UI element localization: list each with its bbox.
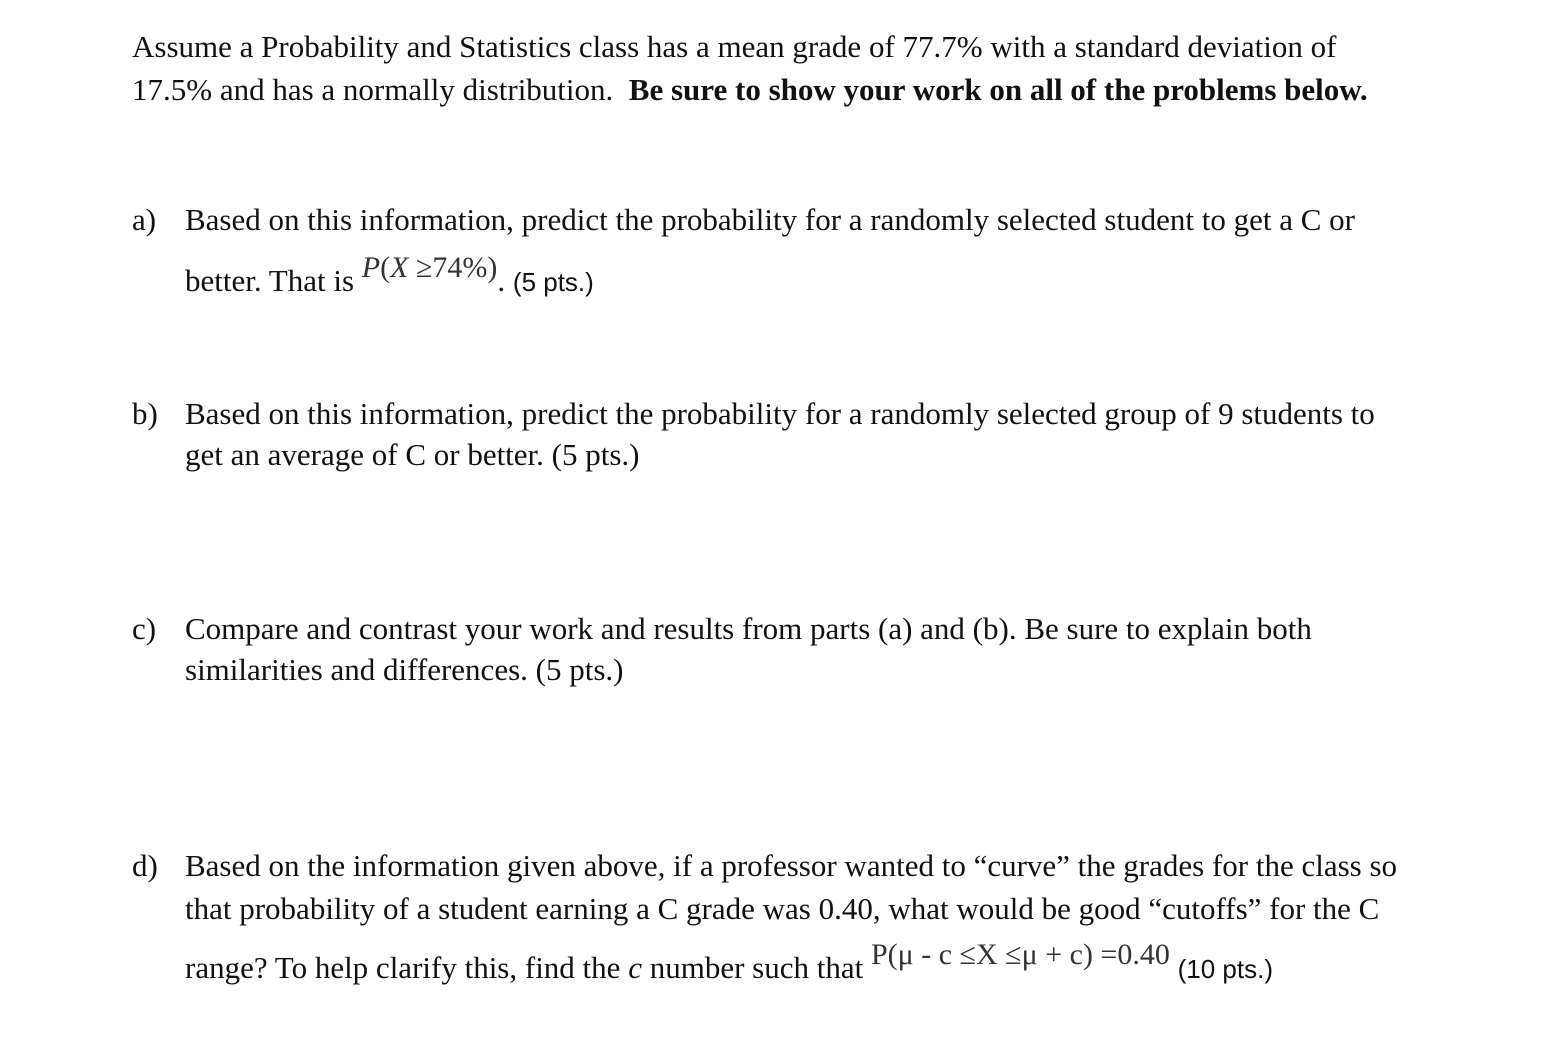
intro-instruction: Be sure to show your work on all of the problems below.	[628, 72, 1368, 107]
question-b-line-1: Based on this information, predict the probability for a randomly selected group of 9 students to	[185, 396, 1375, 431]
question-d-line-3	[185, 938, 1273, 987]
question-d-label: d)	[132, 848, 158, 883]
intro-line-2	[132, 72, 1368, 108]
question-a-prefix: better. That is	[185, 263, 355, 298]
intro-statement: 17.5% and has a normally distribution.	[132, 72, 614, 107]
intro-line-1: Assume a Probability and Statistics class has a mean grade of 77.7% with a standard deviation of	[132, 29, 1337, 64]
question-a-formula: P(X ≥74%)	[361, 251, 498, 284]
question-d-formula: P(μ - c ≤X ≤μ + c) =0.40	[870, 938, 1170, 971]
question-a-line-2	[185, 251, 594, 300]
question-a-label: a)	[132, 202, 157, 237]
question-a-line-1: Based on this information, predict the probability for a randomly selected student to get a C or	[185, 202, 1355, 237]
question-c-label: c)	[132, 611, 157, 646]
question-b-line-2: get an average of C or better. (5 pts.)	[185, 437, 640, 472]
question-a-period: .	[497, 263, 506, 298]
question-a-points: (5 pts.)	[512, 267, 594, 297]
question-d-prefix: range? To help clarify this, find the	[185, 950, 621, 985]
question-c-line-2: similarities and differences. (5 pts.)	[185, 652, 624, 687]
question-b-label: b)	[132, 396, 158, 431]
question-d-variable: c	[628, 950, 642, 985]
question-c-line-1: Compare and contrast your work and results from parts (a) and (b). Be sure to explain both	[185, 611, 1312, 646]
question-d-suffix: number such that	[649, 950, 864, 985]
question-d-line-1: Based on the information given above, if a professor wanted to “curve” the grades for the class so	[185, 848, 1398, 883]
question-d-line-2: that probability of a student earning a C grade was 0.40, what would be good “cutoffs” for the C	[185, 891, 1380, 926]
question-d-points: (10 pts.)	[1177, 954, 1273, 984]
